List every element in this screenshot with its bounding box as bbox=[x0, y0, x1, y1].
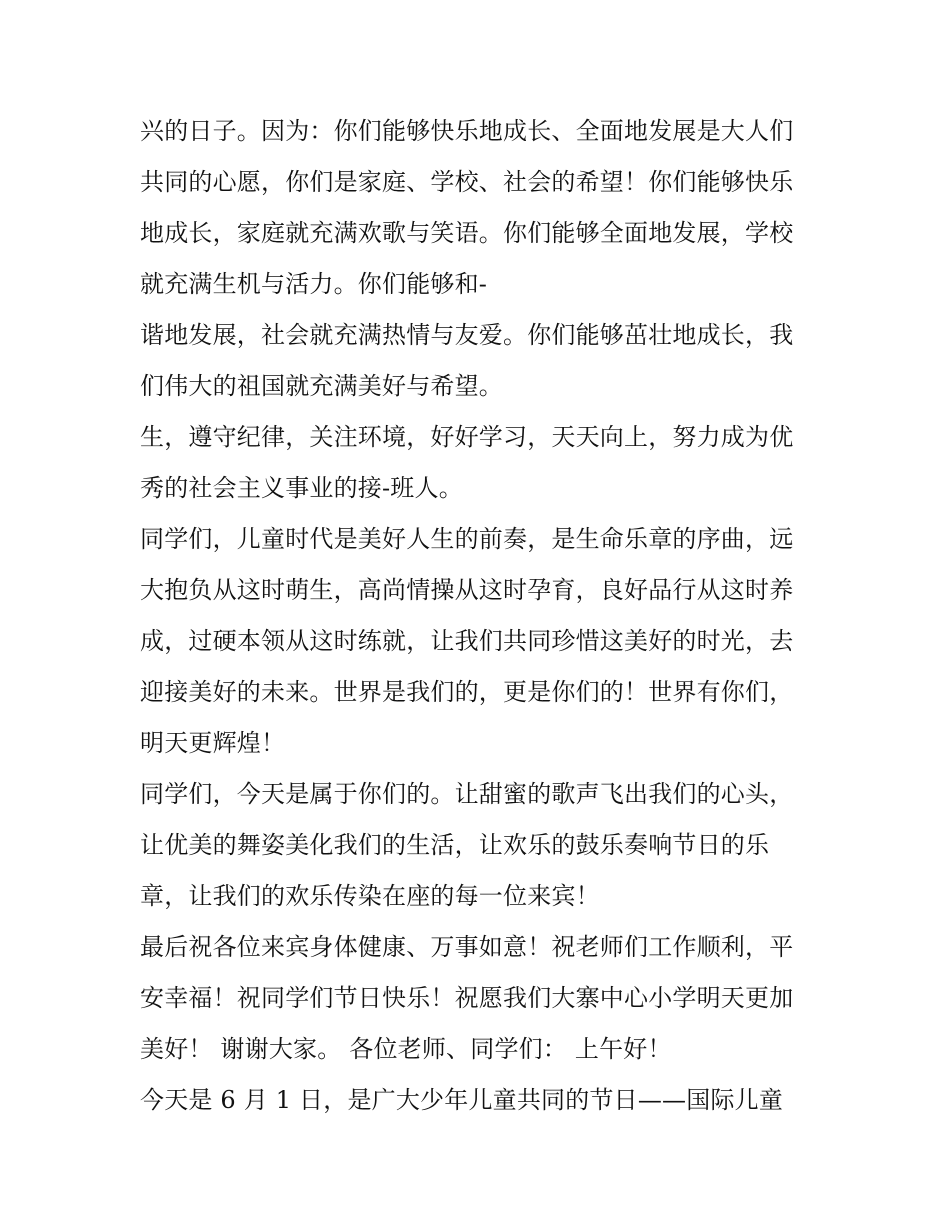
text-line: 大抱负从这时萌生，高尚情操从这时孕育，良好品行从这时养 bbox=[140, 576, 794, 604]
text-line: 兴的日子。因为：你们能够快乐地成长、全面地发展是大人们 bbox=[140, 117, 794, 145]
text-line: 成，过硬本领从这时练就，让我们共同珍惜这美好的时光，去 bbox=[140, 627, 794, 655]
speech-text-body bbox=[140, 106, 820, 1126]
text-line: 秀的社会主义事业的接-班人。 bbox=[140, 474, 463, 502]
text-line: 迎接美好的未来。世界是我们的，更是你们的！世界有你们， bbox=[140, 678, 794, 706]
text-line: 安幸福！祝同学们节日快乐！祝愿我们大寨中心小学明天更加 bbox=[140, 984, 794, 1012]
text-line: 生，遵守纪律，关注环境，好好学习，天天向上，努力成为优 bbox=[140, 423, 794, 451]
text-line: 地成长，家庭就充满欢歌与笑语。你们能够全面地发展，学校 bbox=[140, 219, 794, 247]
text-line: 共同的心愿，你们是家庭、学校、社会的希望！你们能够快乐 bbox=[140, 168, 794, 196]
text-line: 美好！ 谢谢大家。 各位老师、同学们： 上午好！ bbox=[140, 1035, 672, 1063]
text-line: 就充满生机与活力。你们能够和- bbox=[140, 270, 488, 298]
text-line: 谐地发展，社会就充满热情与友爱。你们能够茁壮地成长，我 bbox=[140, 321, 794, 349]
text-line: 章，让我们的欢乐传染在座的每一位来宾！ bbox=[140, 882, 600, 910]
text-line: 让优美的舞姿美化我们的生活，让欢乐的鼓乐奏响节日的乐 bbox=[140, 831, 770, 859]
text-line: 同学们，儿童时代是美好人生的前奏，是生命乐章的序曲，远 bbox=[140, 525, 794, 553]
text-line: 明天更辉煌！ bbox=[140, 729, 286, 757]
text-line: 最后祝各位来宾身体健康、万事如意！祝老师们工作顺利，平 bbox=[140, 933, 794, 961]
text-line: 们伟大的祖国就充满美好与希望。 bbox=[140, 372, 503, 400]
text-line: 今天是 6 月 1 日，是广大少年儿童共同的节日——国际儿童 bbox=[140, 1086, 784, 1114]
text-line: 同学们，今天是属于你们的。让甜蜜的歌声飞出我们的心头， bbox=[140, 780, 794, 808]
